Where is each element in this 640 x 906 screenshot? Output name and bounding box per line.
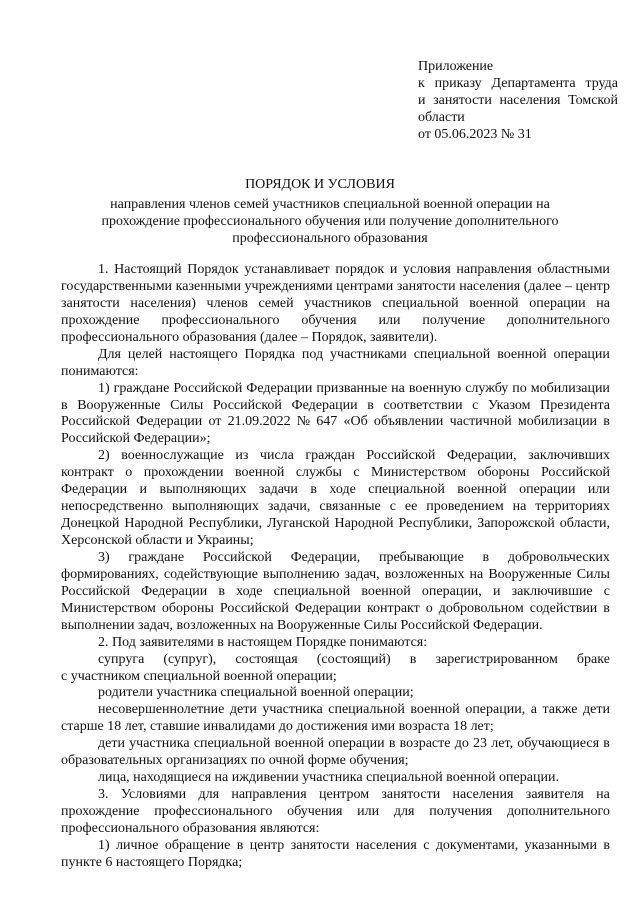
appendix-line: области [418, 110, 465, 125]
body-line: 3. Условиями для направления центром занятости населения заявителя на [98, 787, 610, 803]
body-line: прохождение профессионального обучения или для получения дополнительного [61, 804, 610, 819]
body-line: дети участника специальной военной операции в возрасте до 23 лет, обучающиеся в [98, 736, 610, 752]
body-line: выполнении задач, возложенных на Вооруженные Силы Российской Федерации. [61, 617, 543, 633]
body-line: 1. Настоящий Порядок устанавливает порядок и условия направления областными [98, 262, 610, 277]
body-line: государственными казенными учреждениями центрами занятости населения (далее – центр [61, 278, 610, 294]
body-line: образовательных организациях по очной форме обучения; [61, 753, 409, 769]
body-line: 2) военнослужащие из числа граждан Российской Федерации, заключивших [98, 448, 610, 464]
body-line: Российской Федерации»; [61, 431, 211, 447]
body-line: контракт о прохождении военной службы с Министерством обороны Российской [61, 465, 610, 481]
body-line: 1) личное обращение в центр занятости населения с документами, указанными в [98, 837, 610, 853]
body-line: непосредственно выполняющих задачи, связанные с ее проведением на территориях [61, 499, 610, 515]
body-line: Донецкой Народной Республики, Луганской Народной Республики, Запорожской области, [61, 516, 610, 532]
body-line: понимаются: [61, 363, 139, 379]
body-line: Министерством обороны Российской Федерации контракт о добровольном содействии в [61, 600, 610, 616]
body-line: в Вооруженные Силы Российской Федерации в соответствии с Указом Президента [61, 397, 610, 413]
body-line: профессионального образования являются: [61, 820, 320, 836]
body-line: с участником специальной военной операции; [61, 668, 337, 684]
body-line: пункте 6 настоящего Порядка; [61, 854, 243, 870]
body-line: Херсонской области и Украины; [61, 533, 254, 548]
body-line: родители участника специальной военной операции; [98, 685, 414, 701]
body-line: Федерации и выполняющих задачи в ходе специальной военной операции или [61, 482, 610, 498]
body-line: супруга (супруг), состоящая (состоящий) в зарегистрированном браке [98, 651, 610, 667]
body-line: профессионального образования (далее – Порядок, заявители). [61, 329, 438, 345]
appendix-line: и занятости населения Томской [418, 93, 618, 108]
body-line: формированиях, содействующие выполнению задач, возложенных на Вооруженные Силы [61, 566, 610, 582]
subtitle-line: профессионального образования [232, 231, 428, 246]
subtitle-line: направления членов семей участников специальной военной операции на [110, 197, 550, 212]
body-line: Российской Федерации от 21.09.2022 № 647 «Об объявлении частичной мобилизации в [61, 414, 610, 430]
appendix-line: от 05.06.2023 № 31 [418, 127, 532, 142]
body-line: 1) граждане Российской Федерации призванные на военную службу по мобилизации [98, 380, 610, 396]
body-line: прохождение профессионального обучения или получение дополнительного [61, 312, 610, 328]
body-line: 3) граждане Российской Федерации, пребывающие в добровольческих [98, 549, 610, 565]
body-line: несовершеннолетние дети участника специальной военной операции, а также дети [98, 702, 610, 718]
body-line: старше 18 лет, ставшие инвалидами до достижения ими возраста 18 лет; [61, 719, 494, 735]
body-line: лица, находящиеся на иждивении участника специальной военной операции. [98, 770, 559, 786]
appendix-block [418, 58, 618, 143]
subtitle-line: прохождение профессионального обучения или получение дополнительного [101, 214, 559, 229]
appendix-line: к приказу Департамента труда [418, 76, 618, 91]
document-subtitle [80, 196, 580, 247]
body-line: Для целей настоящего Порядка под участниками специальной военной операции [98, 346, 610, 362]
document-body [61, 262, 610, 872]
appendix-line: Приложение [418, 59, 494, 74]
body-line: Российской Федерации в ходе специальной военной операции, и заключившие с [61, 583, 610, 599]
body-line: 2. Под заявителями в настоящем Порядке понимаются: [98, 634, 428, 650]
document-title: ПОРЯДОК И УСЛОВИЯ [245, 177, 395, 192]
body-line: занятости населения) членов семей участников специальной военной операции на [61, 295, 610, 311]
